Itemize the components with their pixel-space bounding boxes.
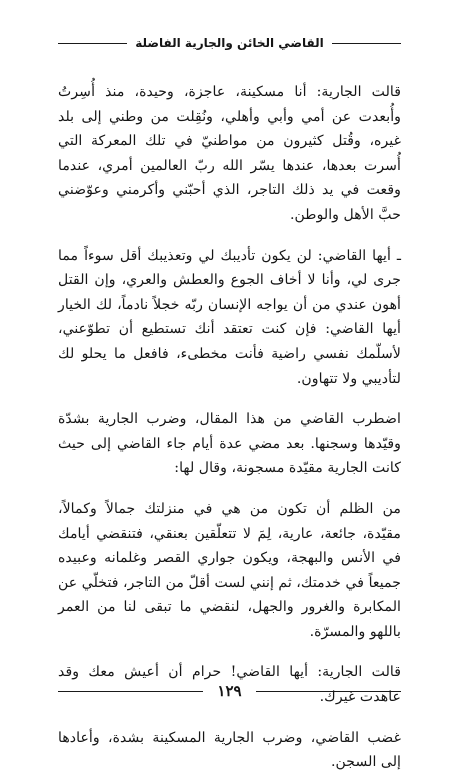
paragraph-4: من الظلم أن تكون من هي في منزلتك جمالاً وكمالاً، مقيّدة، جائعة، عارية، لِمَ لا تتعلّقين بعنقي، فتنقضي أيامك في الأنس والبهجة، ويكون جواري القصر وغلمانه وعبيده جميعاً في خدمتك، ثم إنني لست أقلّ من التاجر، فتخلّي عن المكابرة والغرور والجهل، لنقضي ما تبقى لنا من العمر باللهو والمسرّة. — [58, 500, 401, 640]
page-number: ١٢٩ — [217, 682, 242, 700]
paragraph-2: ـ أيها القاضي: لن يكون تأديبك لي وتعذيبك أقل سوءاً مما جرى لي، وأنا لا أخاف الجوع والعطش والعري، وإن القتل أهون عندي من أن يواجه الإنسان ربّه خجلاً نادماً، لك الخيار أيها القاضي: فإن كنت تعتقد أنك تستطيع أن تطوّعني، لأسلّمك نفسي راضية فأنت مخطىء، فافعل ما يحلو لك لتأديبي ولا تتهاون. — [58, 247, 401, 387]
paragraph-3: اضطرب القاضي من هذا المقال، وضرب الجارية بشدّة وقيّدها وسجنها. بعد مضي عدة أيام جاء القاضي إلى حيث كانت الجارية مقيّدة مسجونة، وقال لها: — [58, 411, 401, 477]
paragraph-1: قالت الجارية: أنا مسكينة، عاجزة، وحيدة، منذ أُسِرتُ وأُبعدت عن أمي وأبي وأهلي، ونُقِلت من وطني إلى بلد غيره، وقُتل كثيرون من مواطنيّ في تلك المعركة التي أُسرت بعدها، عندها يسّر الله ربّ العالمين أمري، عندما وقعت في يد ذلك التاجر، الذي أحبّني وأكرمني وعوّضني حبَّ الأهل والوطن. — [58, 84, 401, 223]
header-title: القاضي الخائن والجارية الفاضلة — [135, 36, 324, 50]
paragraph-5: قالت الجارية: أيها القاضي! حرام أن أعيش معك وقد عاهدت غيرك. — [58, 664, 401, 706]
page-footer — [58, 682, 401, 700]
running-header — [58, 36, 401, 50]
footer-rule-left — [58, 691, 203, 692]
footer-rule-right — [256, 691, 401, 692]
header-rule-left — [58, 43, 127, 44]
body-text — [58, 80, 401, 775]
paragraph-6: غضب القاضي، وضرب الجارية المسكينة بشدة، وأعادها إلى السجن. — [58, 729, 401, 771]
header-rule-right — [332, 43, 401, 44]
